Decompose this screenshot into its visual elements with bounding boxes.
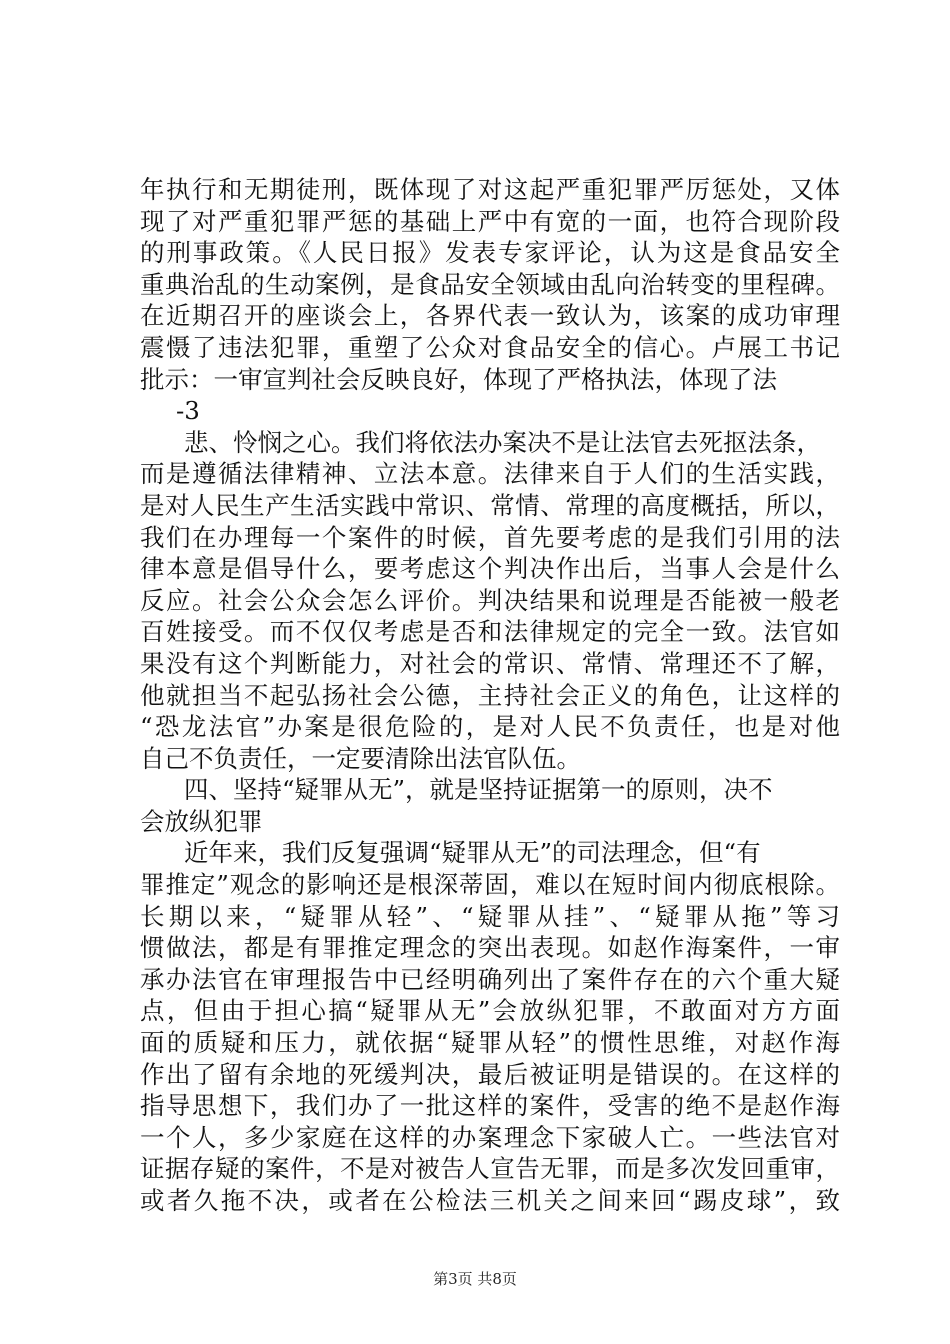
text-line: 承办法官在审理报告中已经明确列出了案件存在的六个重大疑 [140,964,840,994]
text-line: 重典治乱的生动案例，是食品安全领域由乱向治转变的里程碑。 [140,269,840,299]
text-line: 悲、怜悯之心。我们将依法办案决不是让法官去死抠法条， [184,427,821,457]
text-line: 的刑事政策。《人民日报》发表专家评论，认为这是食品安全 [140,238,840,268]
document-body [140,174,840,1217]
text-line: 我们在办理每一个案件的时候，首先要考虑的是我们引用的法 [140,522,840,552]
text-line: 证据存疑的案件，不是对被告人宣告无罪，而是多次发回重审， [140,1154,840,1184]
text-line: 反应。社会公众会怎么评价。判决结果和说理是否能被一般老 [140,585,840,615]
text-line: “恐龙法官”办案是很危险的，是对人民不负责任，也是对他 [140,712,840,742]
text-line: 震慑了违法犯罪，重塑了公众对食品安全的信心。卢展工书记 [140,332,840,362]
text-line: 百姓接受。而不仅仅考虑是否和法律规定的完全一致。法官如 [140,617,840,647]
section-heading: 会放纵犯罪 [140,806,263,836]
text-line: 在近期召开的座谈会上，各界代表一致认为，该案的成功审理 [140,301,840,331]
page-number: 第3页 共8页 [433,1270,517,1288]
text-line: 一个人，多少家庭在这样的办案理念下家破人亡。一些法官对 [140,1122,840,1152]
text-line: 点，但由于担心搞“疑罪从无”会放纵犯罪，不敢面对方方面 [140,996,840,1026]
text-line: 或者久拖不决，或者在公检法三机关之间来回“踢皮球”，致 [140,1186,840,1215]
page-footer [0,1268,950,1289]
text-line: 是对人民生产生活实践中常识、常情、常理的高度概括，所以， [140,490,840,520]
text-line: 罪推定”观念的影响还是根深蒂固，难以在短时间内彻底根除。 [140,870,840,900]
text-line: 果没有这个判断能力，对社会的常识、常情、常理还不了解， [140,648,840,678]
text-line: 近年来，我们反复强调“疑罪从无”的司法理念，但“有 [184,838,761,868]
text-line: 批示：一审宣判社会反映良好，体现了严格执法，体现了法 [140,364,777,394]
text-line: 而是遵循法律精神、立法本意。法律来自于人们的生活实践， [140,459,840,489]
text-line: 作出了留有余地的死缓判决，最后被证明是错误的。在这样的 [140,1059,840,1089]
text-line: 现了对严重犯罪严惩的基础上严中有宽的一面，也符合现阶段 [140,206,840,236]
text-line: 长期以来，“疑罪从轻”、“疑罪从挂”、“疑罪从拖”等习 [140,901,840,931]
text-line: 惯做法，都是有罪推定理念的突出表现。如赵作海案件，一审 [140,933,840,963]
page-break-marker: -3 [176,396,200,426]
text-line: 他就担当不起弘扬社会公德，主持社会正义的角色，让这样的 [140,680,840,710]
section-heading: 四、坚持“疑罪从无”，就是坚持证据第一的原则，决不 [184,775,773,805]
text-line: 指导思想下，我们办了一批这样的案件，受害的绝不是赵作海 [140,1091,840,1121]
text-line: 自己不负责任，一定要清除出法官队伍。 [140,743,581,773]
text-line: 面的质疑和压力，就依据“疑罪从轻”的惯性思维，对赵作海 [140,1028,840,1058]
text-line: 年执行和无期徒刑，既体现了对这起严重犯罪严厉惩处，又体 [140,175,840,204]
text-line: 律本意是倡导什么，要考虑这个判决作出后，当事人会是什么 [140,554,840,584]
